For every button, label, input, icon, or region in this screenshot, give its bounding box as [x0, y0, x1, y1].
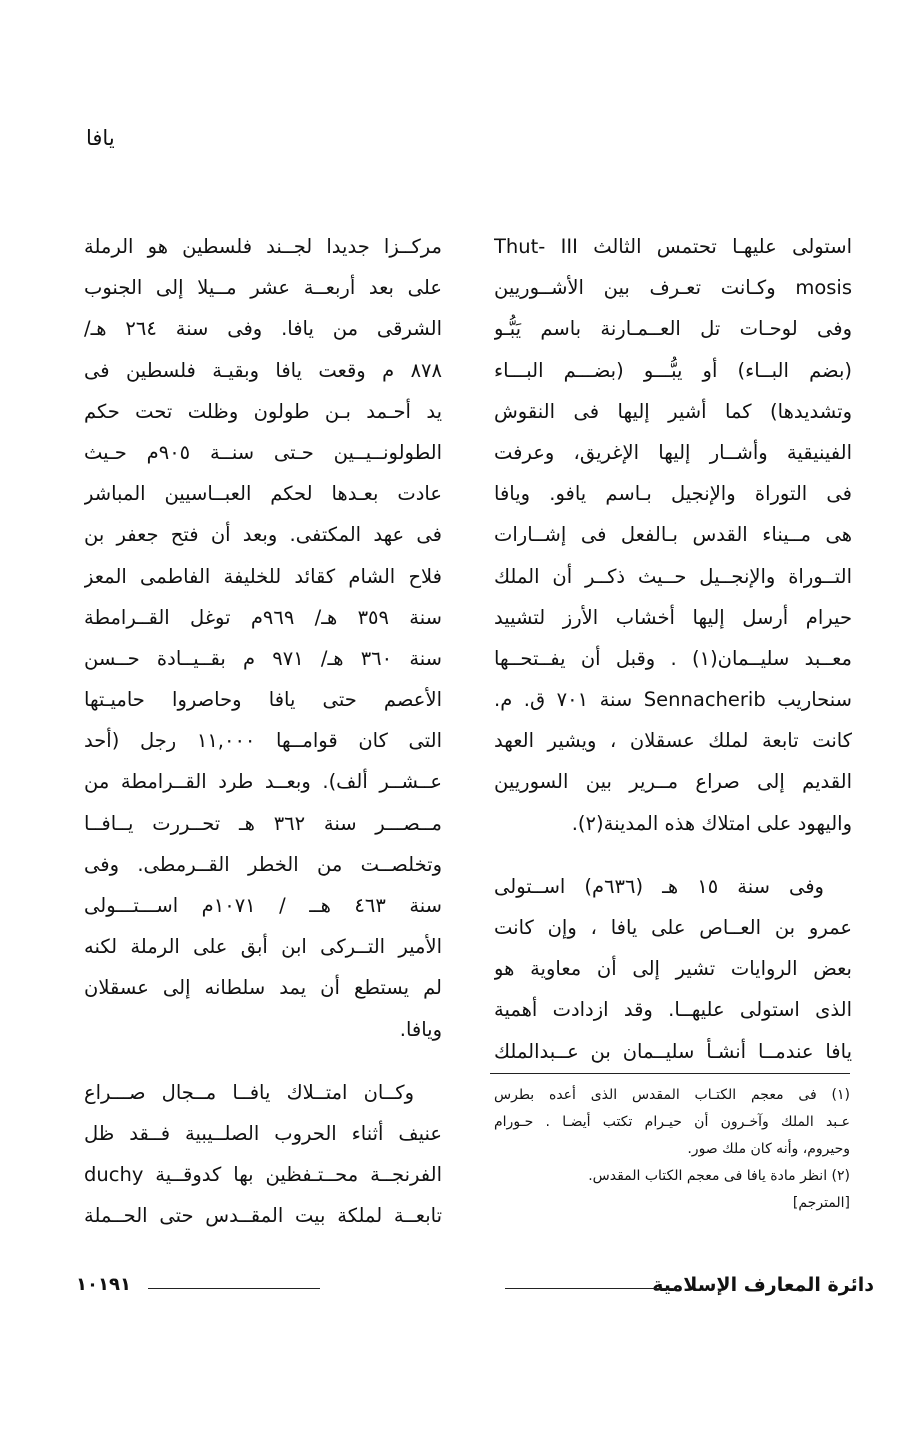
text-line: عادت بعـدها لحكم العبــاسيين المباشر: [84, 482, 442, 506]
text-line: الفرنجــة محــتـفظين بها كدوقــية duchy: [84, 1163, 442, 1187]
footnote-line: وحيروم، وأنه كان ملك صور.: [687, 1141, 850, 1157]
text-line: سنة ٤٦٣ هــ / ١٠٧١م اســـتـــولى: [84, 894, 442, 917]
footnote-line: عـبد الملك وآخـرون أن حيـرام تكتب أيضـا . حـورام: [494, 1114, 850, 1130]
text-line: معــبد سليــمان(١) . وقبل أن يفــتحــها: [494, 646, 852, 670]
text-line: حيرام أرسل إليها أخشاب الأرز لتشييد: [494, 605, 852, 629]
text-line: الطولونــيــين حـتى سنــة ٩٠٥م حـيث: [84, 440, 442, 464]
footer-rule-right: [505, 1288, 673, 1289]
text-line: التــوراة والإنجــيل حــيث ذكــر أن الملك: [494, 564, 852, 588]
text-line: الأعصم حتى يافا وحاصروا حاميـتها: [84, 688, 442, 712]
running-header-title: يافا: [86, 126, 115, 150]
footnote-line: [المترجم]: [792, 1195, 850, 1211]
text-line: وفى سنة ١٥ هـ (٦٣٦م) اســتولى: [494, 874, 824, 898]
text-line: الأمير التــركى ابن أبق على الرملة لكنه: [84, 935, 442, 959]
left-column-paragraph-1: [84, 226, 442, 1050]
left-column-paragraph-2: [84, 1072, 442, 1237]
right-column: [494, 226, 852, 1072]
footer-journal-title: دائرة المعارف الإسلامية: [652, 1274, 874, 1296]
text-line: على بعد أربعــة عشر مــيلا إلى الجنوب: [84, 276, 442, 300]
left-column: [84, 226, 442, 1237]
text-line: ويافا.: [399, 1017, 442, 1041]
footnote-line: (٢) انظر مادة يافا فى معجم الكتاب المقدس.: [588, 1168, 850, 1184]
text-line: مــصـــر سنة ٣٦٢ هـ تحــررت يــافــا: [84, 811, 442, 835]
page-number: ١٠١٩١: [76, 1274, 131, 1295]
text-line: mosis وكـانت تعـرف بين الأشــوريين: [494, 276, 852, 300]
right-column-paragraph-1: [494, 226, 852, 844]
footnotes: [494, 1082, 850, 1217]
footnote-divider: [490, 1073, 850, 1074]
text-line: عمرو بن العــاص على يافا ، وإن كانت: [494, 916, 852, 939]
text-line: تابعــة لملكة بيت المقــدس حتى الحــملة: [84, 1204, 442, 1228]
text-line: مركــزا جديدا لجــند فلسطين هو الرملة: [84, 235, 442, 258]
text-line: يد أحـمد بـن طولون وظلت تحت حكم: [84, 399, 442, 423]
text-line: فى التوراة والإنجيل بـاسم يافو. ويافا: [494, 482, 852, 506]
text-line: (بضم البــاء) أو يبُّـــو (بضـــم البـــاء: [494, 358, 852, 382]
footnote-line: (١) فى معجم الكتـاب المقدس الذى أعده بطرس: [494, 1087, 850, 1103]
text-line: يافا عندمــا أنشـأ سليــمان بن عــبدالملك: [494, 1039, 852, 1063]
text-line: سنة ٣٥٩ هـ/ ٩٦٩م توغل القــرامطة: [84, 605, 442, 629]
right-column-paragraph-2: [494, 866, 852, 1072]
text-line: واليهود على امتلاك هذه المدينة(٢).: [571, 811, 852, 835]
text-line: فى عهد المكتفى. وبعد أن فتح جعفر بن: [84, 523, 442, 547]
text-line: الذى استولى عليهــا. وقد ازدادت أهمية: [494, 998, 852, 1022]
text-line: كانت تابعة لملك عسقلان ، ويشير العهد: [494, 729, 852, 753]
text-line: وتخلصــت من الخطر القــرمطى. وفى: [84, 852, 442, 876]
text-line: عنيف أثناء الحروب الصلــيبية فــقد ظل: [84, 1121, 442, 1145]
text-line: لم يستطع أن يمد سلطانه إلى عسقلان: [84, 976, 442, 1000]
text-line: عــشــر ألف). وبعــد طرد القــرامطة من: [84, 770, 442, 794]
text-line: استولى عليهـا تحتمس الثالث Thut- III: [494, 235, 852, 258]
text-line: وكــان امتــلاك يافــا مــجال صـــراع: [84, 1080, 414, 1104]
text-line: بعض الروايات تشير إلى أن معاوية هو: [494, 957, 852, 981]
text-line: وفى لوحـات تل العــمـارنة باسم يَبُّـو: [494, 317, 852, 341]
text-line: القديم إلى صراع مــرير بين السوريين: [494, 770, 852, 794]
footer-rule-left: [148, 1288, 320, 1289]
text-line: التى كان قوامــها ١١,٠٠٠ رجل (أحد: [84, 729, 442, 753]
text-line: الشرقى من يافا. وفى سنة ٢٦٤ هـ/: [84, 317, 442, 341]
text-line: سنحاريب Sennacherib سنة ٧٠١ ق. م.: [494, 688, 852, 712]
text-line: الفينيقية وأشــار إليها الإغريق، وعرفت: [494, 440, 852, 464]
text-line: سنة ٣٦٠ هـ/ ٩٧١ م بقــيــادة حــسن: [84, 646, 442, 670]
text-line: هى مــيناء القدس بـالفعل فى إشــارات: [494, 523, 852, 547]
text-line: ٨٧٨ م وقعت يافا وبقيـة فلسطين فى: [84, 358, 442, 382]
text-line: وتشديدها) كما أشير إليها فى النقوش: [494, 399, 852, 423]
text-line: فلاح الشام كقائد للخليفة الفاطمى المعز: [84, 564, 442, 588]
